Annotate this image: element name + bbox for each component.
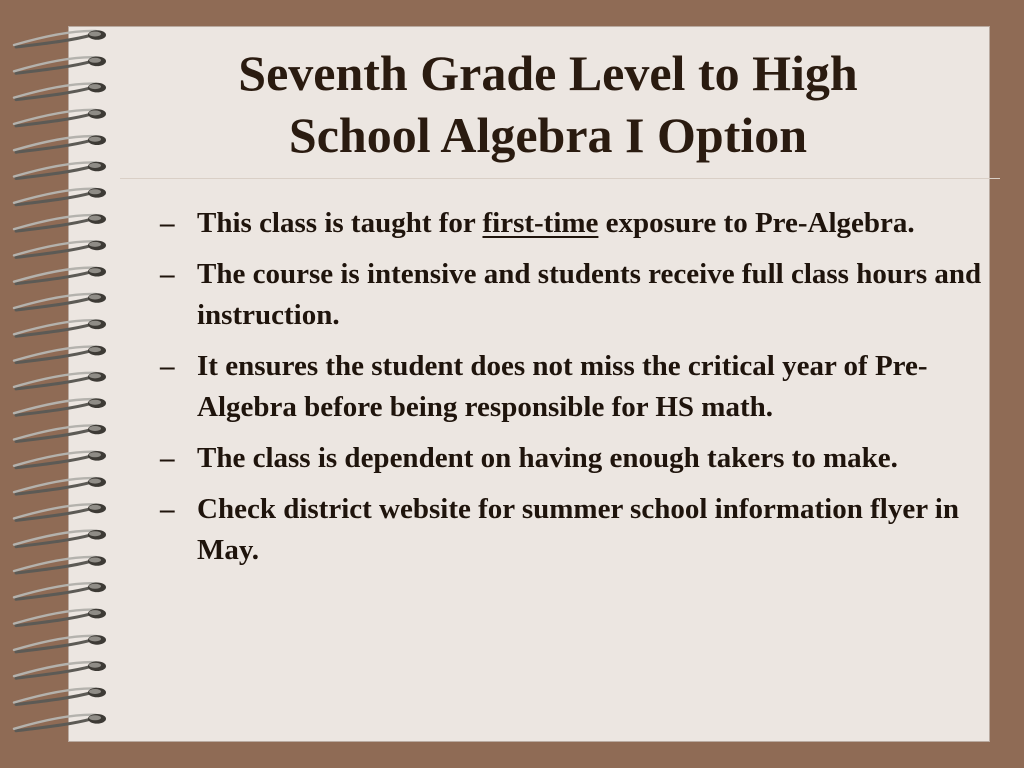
spiral-ring-icon: [14, 267, 106, 284]
bullet-list: [160, 203, 990, 581]
bullet-item: [160, 489, 990, 571]
spiral-ring-icon: [14, 635, 106, 652]
spiral-ring-icon: [14, 320, 106, 337]
spiral-ring-icon: [14, 504, 106, 521]
bullet-item: [160, 254, 990, 336]
spiral-ring-icon: [14, 688, 106, 705]
title-line-2: School Algebra I Option: [288, 107, 808, 163]
bullet-dash: –: [160, 350, 175, 382]
spiral-ring-icon: [14, 714, 106, 731]
spiral-ring-icon: [14, 451, 106, 468]
bullet-dash: –: [160, 442, 175, 474]
bullet-text: Check district website for summer school information flyer in May.: [197, 493, 959, 566]
spiral-ring-icon: [14, 135, 106, 152]
spiral-ring-icon: [14, 188, 106, 205]
bullet-dash: –: [160, 258, 175, 290]
spiral-ring-icon: [14, 583, 106, 600]
bullet-emphasis: first-time: [482, 207, 599, 239]
bullet-text-before: This class is taught for: [197, 207, 483, 239]
title-line-1: Seventh Grade Level to High: [238, 45, 858, 101]
spiral-ring-icon: [14, 241, 106, 258]
spiral-ring-icon: [14, 162, 106, 179]
spiral-ring-icon: [14, 425, 106, 442]
spiral-ring-icon: [14, 109, 106, 126]
spiral-ring-icon: [14, 661, 106, 678]
spiral-ring-icon: [14, 57, 106, 74]
spiral-ring-icon: [14, 477, 106, 494]
spiral-ring-icon: [14, 398, 106, 415]
bullet-text: The course is intensive and students receive full class hours and instruction.: [197, 258, 982, 331]
bullet-item: [160, 203, 990, 244]
bullet-dash: –: [160, 207, 175, 239]
spiral-ring-icon: [14, 556, 106, 573]
bullet-dash: –: [160, 493, 175, 525]
spiral-ring-icon: [14, 214, 106, 231]
bullet-item: [160, 346, 990, 428]
bullet-text-after: exposure to Pre-Algebra.: [598, 207, 915, 239]
spiral-ring-icon: [14, 346, 106, 363]
title-divider: [120, 178, 1000, 179]
bullet-text: It ensures the student does not miss the critical year of Pre-Algebra before being responsible for HS math.: [197, 350, 928, 423]
slide-title: [120, 42, 976, 166]
bullet-text: The class is dependent on having enough takers to make.: [197, 442, 898, 474]
spiral-ring-icon: [14, 83, 106, 100]
spiral-binding-icon: [0, 8, 134, 746]
spiral-ring-icon: [14, 372, 106, 389]
bullet-item: [160, 438, 990, 479]
spiral-ring-icon: [14, 530, 106, 547]
spiral-ring-icon: [14, 609, 106, 626]
spiral-ring-icon: [14, 30, 106, 47]
spiral-ring-icon: [14, 293, 106, 310]
